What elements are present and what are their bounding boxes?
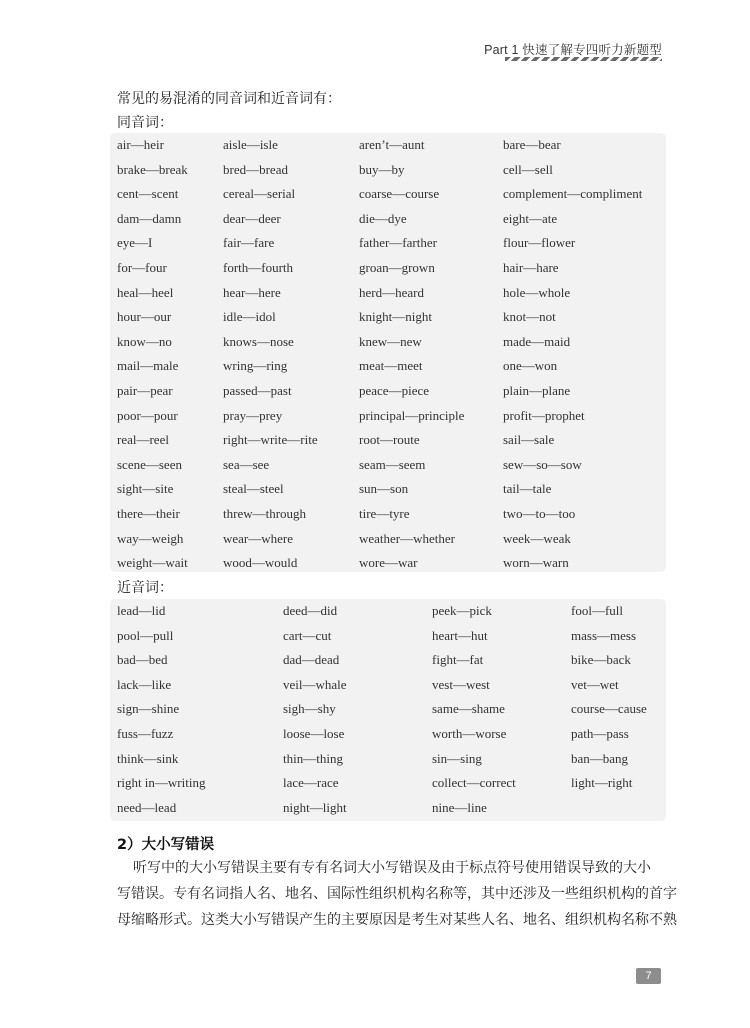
word-pair: way—weigh bbox=[117, 530, 184, 546]
word-pair: weather—whether bbox=[359, 530, 456, 546]
word-pair: plain—plane bbox=[503, 383, 571, 398]
word-pair: steal—steel bbox=[223, 481, 284, 497]
word-pair: for—four bbox=[117, 260, 167, 275]
word-pair: sin—sing bbox=[432, 750, 482, 766]
paragraph-line: 写错误。专有名词指人名、地名、国际性组织机构名称等，其中还涉及一些组织机构的首字 bbox=[117, 886, 677, 902]
word-pair: flour—flower bbox=[503, 235, 576, 251]
word-pair: tail—tale bbox=[503, 481, 552, 497]
word-pair: knows—nose bbox=[223, 333, 294, 349]
section-title: 2）大小写错误 bbox=[117, 837, 215, 853]
word-pair: cent—scent bbox=[117, 186, 179, 202]
running-head-title: Part 1 快速了解专四听力新题型 bbox=[484, 43, 662, 57]
word-pair: sight—site bbox=[117, 481, 174, 497]
word-pair: scene—seen bbox=[117, 456, 182, 472]
word-pair: eight—ate bbox=[503, 210, 558, 226]
word-pair: there—their bbox=[117, 506, 180, 521]
word-pair: hear—here bbox=[223, 284, 281, 300]
word-pair: weight—wait bbox=[117, 555, 188, 571]
word-pair: right in—writing bbox=[117, 775, 206, 791]
word-pair: brake—break bbox=[117, 161, 188, 177]
word-pair: die—dye bbox=[359, 210, 407, 226]
word-pair: groan—grown bbox=[359, 260, 435, 275]
word-pair: dad—dead bbox=[283, 652, 340, 668]
word-pair: passed—past bbox=[223, 383, 292, 398]
word-pair: mail—male bbox=[117, 358, 179, 374]
word-pair: deed—did bbox=[283, 603, 338, 618]
word-pair: one—won bbox=[503, 358, 558, 374]
word-pair: mass—mess bbox=[571, 627, 636, 643]
word-pair: idle—idol bbox=[223, 309, 276, 325]
word-pair: heart—hut bbox=[432, 627, 488, 643]
word-pair: buy—by bbox=[359, 161, 405, 177]
word-pair: ban—bang bbox=[571, 750, 629, 766]
word-pair: made—maid bbox=[503, 333, 571, 349]
word-pair: nine—line bbox=[432, 799, 487, 815]
word-pair: worth—worse bbox=[432, 726, 507, 741]
word-pair: path—pass bbox=[571, 726, 629, 741]
word-pair: sigh—shy bbox=[283, 701, 336, 717]
header-hatched-bar bbox=[505, 57, 662, 61]
page-number: 7 bbox=[636, 968, 661, 984]
word-pair: sun—son bbox=[359, 481, 409, 497]
word-pair: wore—war bbox=[359, 555, 418, 571]
word-pair: tire—tyre bbox=[359, 506, 410, 521]
word-pair: course—cause bbox=[571, 701, 647, 717]
word-pair: hole—whole bbox=[503, 284, 571, 300]
paragraph-line: 听写中的大小写错误主要有专有名词大小写错误及由于标点符号使用错误导致的大小 bbox=[133, 860, 651, 876]
word-pair: pray—prey bbox=[223, 407, 283, 423]
word-pair: dear—deer bbox=[223, 210, 281, 226]
word-pair: knot—not bbox=[503, 309, 556, 325]
paragraph-line: 母缩略形式。这类大小写错误产生的主要原因是考生对某些人名、地名、组织机构名称不熟 bbox=[117, 912, 677, 928]
word-pair: eye—I bbox=[117, 235, 153, 251]
word-pair: cell—sell bbox=[503, 161, 553, 177]
word-pair: meat—meet bbox=[359, 358, 423, 374]
word-pair: hair—hare bbox=[503, 260, 559, 275]
word-pair: wear—where bbox=[223, 530, 294, 546]
word-pair: coarse—course bbox=[359, 186, 440, 202]
word-pair: sail—sale bbox=[503, 432, 555, 448]
word-pair: threw—through bbox=[223, 506, 307, 521]
word-pair: lack—like bbox=[117, 676, 172, 692]
word-pair: two—to—too bbox=[503, 506, 576, 521]
intro-text: 常见的易混淆的同音词和近音词有： bbox=[117, 91, 341, 107]
word-pair: bike—back bbox=[571, 652, 631, 668]
word-pair: lead—lid bbox=[117, 603, 166, 618]
word-pair: father—farther bbox=[359, 235, 437, 251]
word-pair: aisle—isle bbox=[223, 137, 278, 152]
word-pair: dam—damn bbox=[117, 210, 182, 226]
word-pair: loose—lose bbox=[283, 726, 345, 741]
word-pair: complement—compliment bbox=[503, 186, 643, 202]
page-header bbox=[0, 0, 750, 70]
word-pair: wood—would bbox=[223, 555, 298, 571]
word-pair: peace—piece bbox=[359, 383, 430, 398]
word-pair: wring—ring bbox=[223, 358, 288, 374]
word-pair: vet—wet bbox=[571, 676, 619, 692]
word-pair: vest—west bbox=[432, 676, 490, 692]
word-pair: knight—night bbox=[359, 309, 432, 325]
word-pair: profit—prophet bbox=[503, 407, 585, 423]
word-pair: cart—cut bbox=[283, 627, 332, 643]
homophones-table bbox=[110, 133, 666, 572]
word-pair: fuss—fuzz bbox=[117, 726, 174, 741]
word-pair: herd—heard bbox=[359, 284, 424, 300]
word-pair: pool—pull bbox=[117, 627, 174, 643]
word-pair: real—reel bbox=[117, 432, 169, 448]
word-pair: bred—bread bbox=[223, 161, 288, 177]
word-pair: hour—our bbox=[117, 309, 172, 325]
word-pair: fool—full bbox=[571, 603, 623, 618]
word-pair: sea—see bbox=[223, 456, 270, 472]
word-pair: right—write—rite bbox=[223, 432, 318, 448]
word-pair: veil—whale bbox=[283, 676, 347, 692]
word-pair: bare—bear bbox=[503, 137, 561, 152]
word-pair: peek—pick bbox=[432, 603, 492, 618]
near-homophones-table bbox=[110, 599, 666, 821]
word-pair: root—route bbox=[359, 432, 420, 448]
word-pair: seam—seem bbox=[359, 456, 426, 472]
word-pair: forth—fourth bbox=[223, 260, 294, 275]
word-pair: lace—race bbox=[283, 775, 339, 791]
word-pair: poor—pour bbox=[117, 407, 178, 423]
word-pair: pair—pear bbox=[117, 383, 173, 398]
word-pair: light—right bbox=[571, 775, 633, 791]
word-pair: week—weak bbox=[503, 530, 571, 546]
word-pair: worn—warn bbox=[503, 555, 569, 571]
word-pair: know—no bbox=[117, 333, 172, 349]
word-pair: heal—heel bbox=[117, 284, 174, 300]
word-pair: sign—shine bbox=[117, 701, 180, 717]
near-homophones-label: 近音词： bbox=[117, 580, 173, 596]
word-pair: principal—principle bbox=[359, 407, 465, 423]
word-pair: thin—thing bbox=[283, 750, 343, 766]
word-pair: aren’t—aunt bbox=[359, 137, 425, 152]
homophones-label: 同音词： bbox=[117, 115, 173, 131]
word-pair: fair—fare bbox=[223, 235, 275, 251]
word-pair: cereal—serial bbox=[223, 186, 296, 202]
word-pair: sew—so—sow bbox=[503, 456, 582, 472]
word-pair: same—shame bbox=[432, 701, 505, 717]
word-pair: need—lead bbox=[117, 799, 177, 815]
word-pair: collect—correct bbox=[432, 775, 516, 791]
word-pair: air—heir bbox=[117, 137, 164, 152]
word-pair: think—sink bbox=[117, 750, 179, 766]
word-pair: night—light bbox=[283, 799, 347, 815]
word-pair: fight—fat bbox=[432, 652, 484, 668]
word-pair: bad—bed bbox=[117, 652, 168, 668]
word-pair: knew—new bbox=[359, 333, 422, 349]
